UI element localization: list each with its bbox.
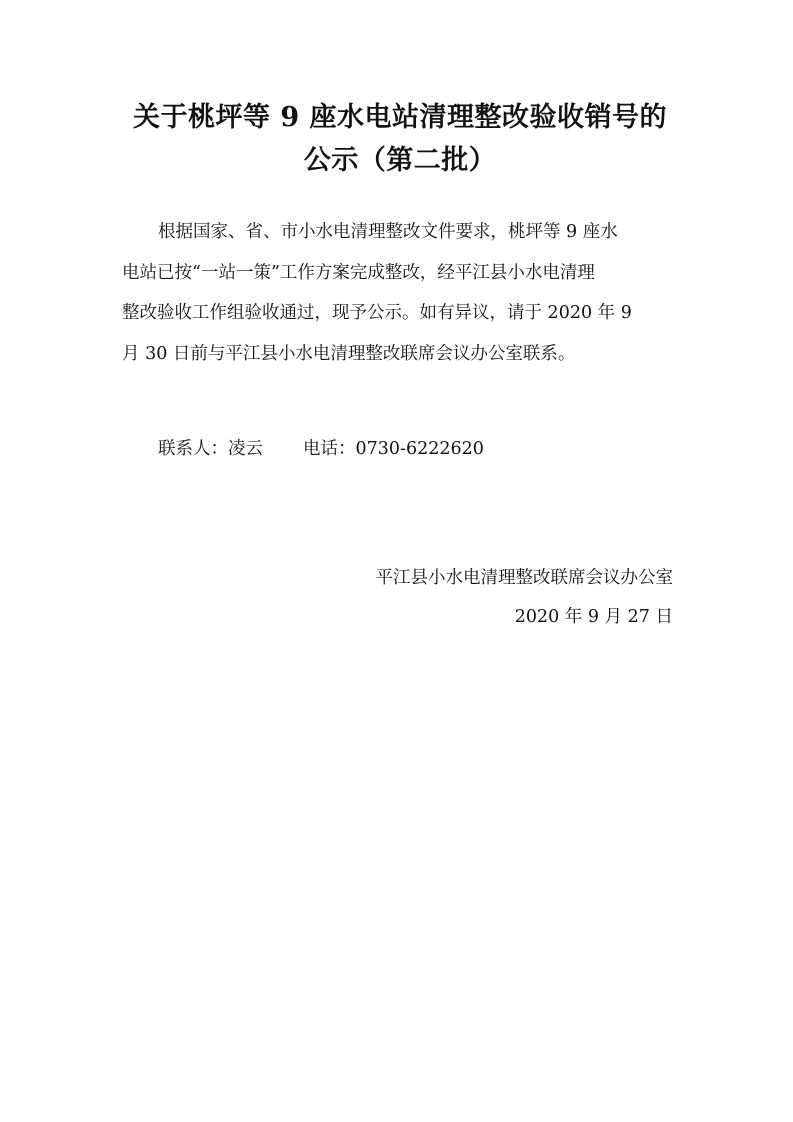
document-title-line-1: 关于桃坪等 9 座水电站清理整改验收销号的 (132, 102, 668, 133)
contact-person: 联系人：凌云 (158, 439, 263, 459)
body-line: 电站已按“一站一策”工作方案完成整改，经平江县小水电清理 (122, 262, 595, 283)
document-title-line-2: 公示（第二批） (303, 145, 497, 176)
signature-organization: 平江县小水电清理整改联席会议办公室 (375, 568, 673, 588)
body-line: 月 30 日前与平江县小水电清理整改联席会议办公室联系。 (122, 343, 576, 364)
body-line: 根据国家、省、市小水电清理整改文件要求，桃坪等 9 座水 (158, 222, 618, 242)
contact-phone: 电话：0730-6222620 (303, 439, 484, 459)
contact-info (158, 434, 484, 464)
notice-body (122, 212, 682, 374)
signature-date: 2020 年 9 月 27 日 (514, 607, 673, 627)
body-line: 整改验收工作组验收通过，现予公示。如有异议，请于 2020 年 9 (122, 303, 632, 323)
